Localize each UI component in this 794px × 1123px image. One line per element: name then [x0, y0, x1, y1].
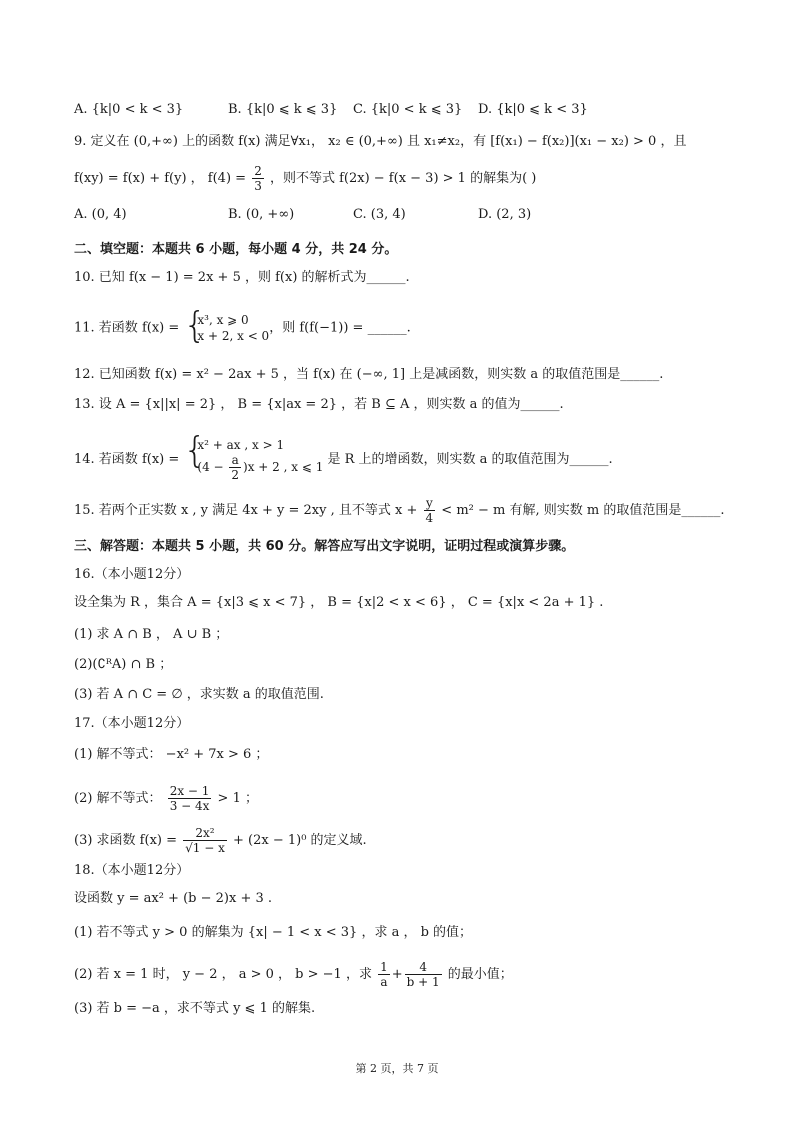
q18-setup: 设函数 y = ax² + (b − 2)x + 3 .: [74, 891, 273, 906]
q15-fraction: [424, 496, 436, 525]
q17-part3: [74, 826, 367, 855]
q15-pre: 15. 若两个正实数 x , y 满足 4x + y = 2xy , 且不等式 x +: [74, 503, 422, 518]
q9-line2-post: ，则不等式 f(2x) − f(x − 3) > 1 的解集为( ): [265, 171, 537, 186]
q17-part3-fraction: [183, 826, 227, 855]
left-brace-icon: {: [183, 430, 207, 471]
q14-fraction: [229, 453, 241, 482]
q11-post: ，则 f(f(−1)) = ______.: [269, 320, 411, 336]
q14-row2-pre: (4 −: [197, 460, 228, 474]
q8-option-a: A. {k|0 < k < 3}: [74, 102, 184, 117]
q18-part2-post: 的最小值；: [443, 967, 513, 982]
q17-part2-post: > 1 ；: [213, 791, 258, 806]
q17-part1: (1) 解不等式： −x² + 7x > 6 ；: [74, 747, 269, 762]
q9-frac-num: 2: [254, 164, 262, 178]
q10: 10. 已知 f(x − 1) = 2x + 5 ，则 f(x) 的解析式为______.: [74, 270, 410, 285]
q17-part2-pre: (2) 解不等式：: [74, 791, 166, 806]
q9-fraction: [252, 164, 264, 193]
q14-row1: x² + ax , x > 1: [197, 438, 285, 452]
q18-fraction-1: [378, 960, 390, 989]
q11-pre: 11. 若函数 f(x) =: [74, 320, 184, 336]
q18-heading: 18.（本小题12分）: [74, 863, 190, 878]
q15-post: < m² − m 有解, 则实数 m 的取值范围是______.: [437, 503, 725, 518]
q16-setup: 设全集为 R ，集合 A = {x|3 ⩽ x < 7} ， B = {x|2 < x < 6} ， C = {x|x < 2a + 1} .: [74, 595, 604, 610]
left-brace-icon: {: [183, 305, 207, 346]
q15-frac-den: 4: [425, 511, 434, 525]
q18-part2-pre: (2) 若 x = 1 时， y − 2 ， a > 0 ， b > −1 ，求: [74, 967, 377, 982]
q9-line2-pre: f(xy) = f(x) + f(y) ， f(4) =: [74, 171, 251, 186]
q9-line2: [74, 164, 536, 193]
q14-frac-num: a: [231, 453, 239, 467]
q17-part2: [74, 784, 258, 813]
q18-frac1-num: 1: [380, 960, 388, 974]
q17-heading: 17.（本小题12分）: [74, 716, 190, 731]
section-fill-in-heading: 二、填空题：本题共 6 小题，每小题 4 分，共 24 分。: [74, 242, 398, 257]
q16-part1: (1) 求 A ∩ B ， A ∪ B ；: [74, 627, 229, 642]
q14-piecewise: [183, 430, 324, 482]
q12: 12. 已知函数 f(x) = x² − 2ax + 5 ，当 f(x) 在 (−∞, 1] 上是减函数，则实数 a 的取值范围是______.: [74, 367, 664, 382]
q11: [74, 305, 411, 346]
section-answer-heading: 三、解答题：本题共 5 小题，共 60 分。解答应写出文字说明，证明过程或演算步骤。: [74, 539, 575, 554]
q14-pre: 14. 若函数 f(x) =: [74, 452, 184, 467]
q11-row1: x³, x ⩾ 0: [197, 313, 249, 327]
q18-part1: (1) 若不等式 y > 0 的解集为 {x| − 1 < x < 3} ，求 a ， b 的值；: [74, 925, 473, 940]
q9-line1: 9. 定义在 (0,+∞) 上的函数 f(x) 满足∀x₁， x₂ ∈ (0,+∞) 且 x₁≠x₂，有 [f(x₁) − f(x₂)](x₁ − x₂) > 0 ，且: [74, 134, 687, 149]
q11-row2: x + 2, x < 0: [197, 329, 270, 343]
q9-option-a: A. (0, 4): [74, 207, 127, 222]
q14-row2-post: )x + 2 , x ⩽ 1: [243, 460, 324, 474]
q17-part3-pre: (3) 求函数 f(x) =: [74, 833, 182, 848]
q16-heading: 16.（本小题12分）: [74, 567, 190, 582]
q18-plus: +: [391, 967, 403, 982]
q14-post: 是 R 上的增函数，则实数 a 的取值范围为______.: [323, 452, 613, 467]
q14-frac-den: 2: [231, 468, 240, 482]
q18-frac2-num: 4: [419, 960, 427, 974]
q16-part2: (2)(∁ᴿA) ∩ B ；: [74, 657, 173, 672]
q8-option-c: C. {k|0 < k ⩽ 3}: [353, 102, 463, 117]
q17-part3-den: √1 − x: [185, 841, 225, 855]
q13: 13. 设 A = {x||x| = 2} ， B = {x|ax = 2} ，若 B ⊆ A ，则实数 a 的值为______.: [74, 397, 564, 412]
q18-part2: [74, 960, 513, 989]
q17-part2-den: 3 − 4x: [169, 799, 210, 813]
q14: [74, 430, 613, 482]
q17-part3-num: 2x²: [195, 826, 215, 840]
q15-frac-num: y: [425, 496, 433, 510]
q14-row2: [197, 453, 323, 482]
q9-frac-den: 3: [254, 179, 262, 193]
q8-option-d: D. {k|0 ⩽ k < 3}: [478, 102, 588, 117]
q18-part3: (3) 若 b = −a ，求不等式 y ⩽ 1 的解集.: [74, 1001, 316, 1016]
q18-frac1-den: a: [378, 974, 390, 989]
q11-piecewise: [183, 305, 270, 346]
q17-part2-num: 2x − 1: [169, 784, 210, 798]
q9-option-c: C. (3, 4): [353, 207, 406, 222]
page-footer: 第 2 页，共 7 页: [355, 1062, 439, 1075]
q15: [74, 496, 724, 525]
q8-option-b: B. {k|0 ⩽ k ⩽ 3}: [228, 102, 338, 117]
q9-option-d: D. (2, 3): [478, 207, 532, 222]
q17-part2-fraction: [168, 784, 212, 813]
q9-option-b: B. (0, +∞): [228, 207, 295, 222]
q16-part3: (3) 若 A ∩ C = ∅ ，求实数 a 的取值范围.: [74, 687, 324, 702]
q18-fraction-2: [405, 960, 442, 989]
q18-frac2-den: b + 1: [406, 975, 440, 989]
q17-part3-post: + (2x − 1)⁰ 的定义域.: [228, 833, 367, 848]
